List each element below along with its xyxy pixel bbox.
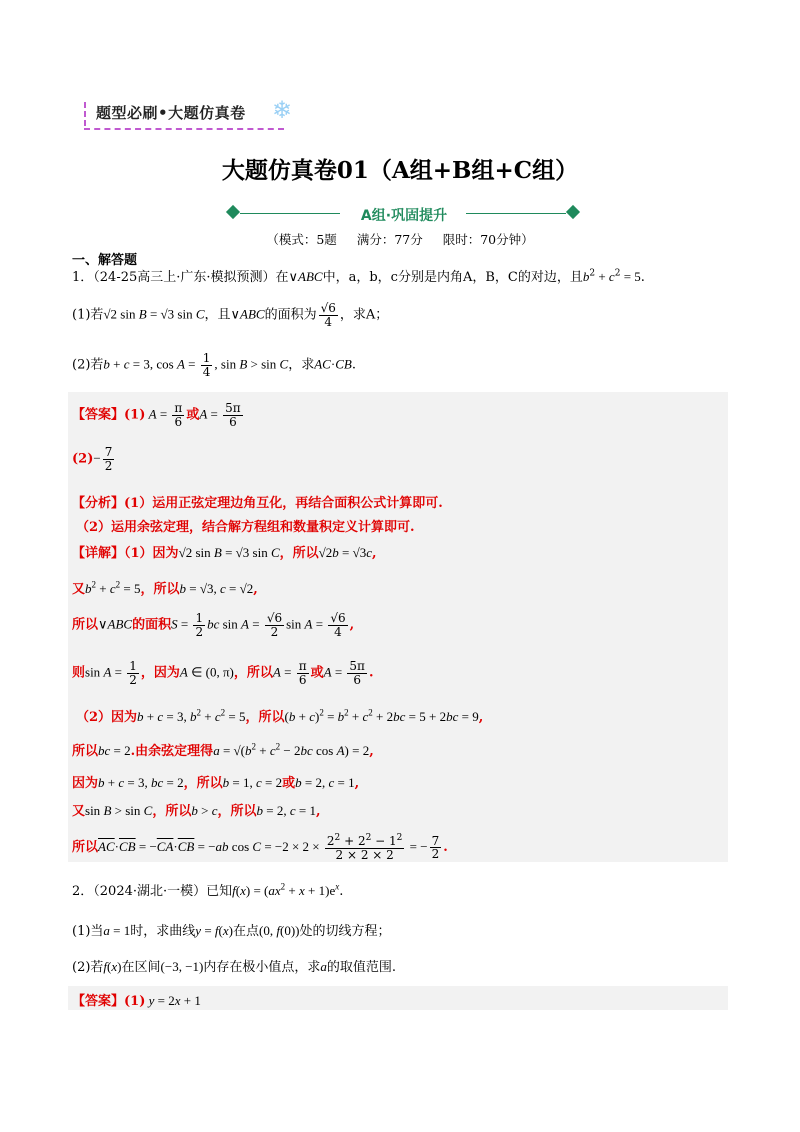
section-heading: 一、解答题 <box>72 253 138 268</box>
meta-score: 满分：77分 <box>356 232 423 247</box>
exam-meta <box>0 230 800 248</box>
q1-detail-5: （2）因为b + c = 3, $b^2 + c^2 = 5$，所以$(b + c)^2 = b^2 + c^2 + 2bc = 5 + 2bc = 9$, <box>76 707 484 725</box>
snowflake-icon: ❄ <box>272 96 293 124</box>
q2-stem: 2．（2024·湖北·一模）已知$f(x) = (ax^2 + x + 1)e^x$. <box>72 881 344 899</box>
q1-detail-2: 又$b^2 + c^2 = 5$，所以b = √3, c = √2, <box>72 579 258 597</box>
q1-detail-9: 所以$\overline{AC}\cdot\overline{CB} = -\overline{CA}\cdot\overline{CB} = -ab$ cos C = −2 × 2 × $\frac{2^2 + 2^2 - 1^2}{2 \times 2 \times 2}$ = − $\frac{7}{2}$ . <box>72 833 448 862</box>
q1-detail-7: 因为b + c = 3, bc = 2，所以b = 1, c = 2或b = 2, c = 1, <box>72 775 360 791</box>
q2-part1: (1)当a = 1时，求曲线y = f(x)在点(0, f(0))处的切线方程； <box>72 923 391 939</box>
meta-time: 限时：70分钟） <box>442 232 534 247</box>
banner-underline <box>84 128 284 130</box>
group-label: A组·巩固提升 <box>360 208 448 224</box>
q1-stem: 1．（24-25高三上·广东·模拟预测）在∨ABC中，a，b，c分别是内角A，B，C的对边，且$b^2 + c^2 = 5$. <box>72 268 645 285</box>
document-title: 大题仿真卷01（A组+B组+C组） <box>221 157 579 184</box>
q1-detail-4: 则sin A = $\frac{1}{2}$ ，因为A ∈ (0, π)，所以A = $\frac{\pi}{6}$ 或A = $\frac{5\pi}{6}$ . <box>72 659 374 687</box>
meta-mode: （模式：5题 <box>266 232 337 247</box>
q1-detail-8: 又sin B > sin C，所以b > c，所以b = 2, c = 1, <box>72 803 321 819</box>
q1-part2: (2)若b + c = 3, cos A = $\frac{1}{4}$ , sin B > sin C，求AC·CB. <box>72 351 356 379</box>
q1-analysis-1: 【分析】(1）运用正弦定理边角互化，再结合面积公式计算即可. <box>72 496 443 511</box>
q1-analysis-2: （2）运用余弦定理，结合解方程组和数量积定义计算即可. <box>76 520 415 535</box>
q1-detail-6: 所以bc = 2.由余弦定理得$a = √(b^2 + c^2 - 2bc$ cos A) = 2, <box>72 741 374 759</box>
q1-answer-line2: (2)− $\frac{7}{2}$ <box>72 445 113 473</box>
banner-divider <box>84 102 86 126</box>
q1-part1: (1)若√2 sin B = √3 sin C，且∨ABC的面积为 $\frac{√6}{4}$ ，求A； <box>72 301 389 329</box>
header-banner <box>84 96 334 128</box>
q1-detail-3: 所以∨ABC的面积S = $\frac{1}{2}$ bc sin A = $\frac{√6}{2}$ sin A = $\frac{√6}{4}$ , <box>72 611 355 639</box>
q2-part2: (2)若f(x)在区间(−3, −1)内存在极小值点，求a的取值范围. <box>72 959 397 975</box>
q2-answer-line1: 【答案】(1) y = 2x + 1 <box>72 993 201 1009</box>
q1-detail-1: 【详解】（1）因为√2 sin B = √3 sin C，所以√2b = √3c, <box>72 545 377 561</box>
q1-answer-line1: 【答案】(1) A = $\frac{\pi}{6}$ 或A = $\frac{5\pi}{6}$ <box>72 401 241 429</box>
banner-title: 题型必刷•大题仿真卷 <box>96 104 246 122</box>
group-heading <box>226 205 582 223</box>
